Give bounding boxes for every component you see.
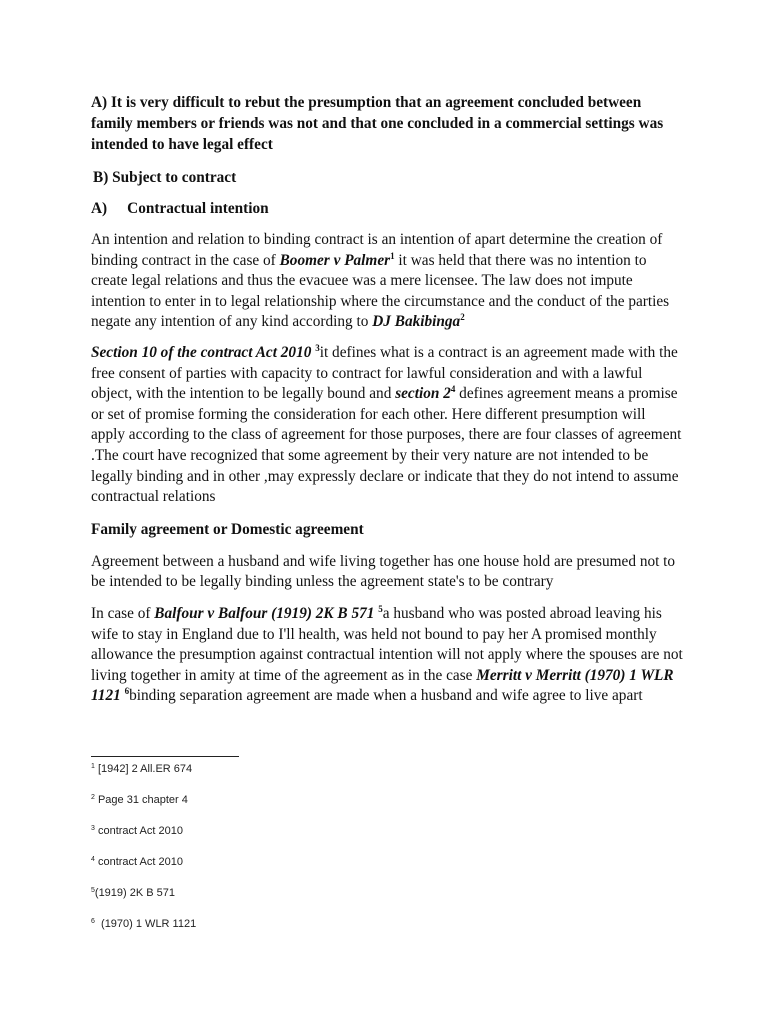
case-merritt-v-merritt: Merritt v Merritt (1970) 1 WLR 1121 bbox=[91, 666, 674, 705]
paragraph-section-10: Section 10 of the contract Act 2010 $^3$it defines what is a contract is an agreement made with the free consent of parties with capacity to contract for lawful consideration and with a lawful object, with the intention to be legally bound and section $2^4$ defines agreement means a promise or set of promise forming the consideration for each other. Here different presumption will apply according to the class of agreement for those purposes, there are four classes of agreement .The court have recognized that some agreement by their very nature are not intended to be legally binding and in other ,may expressly declare or indicate that they do not intend to assume contractual relations bbox=[91, 342, 682, 506]
case-section-2: section 2 bbox=[395, 385, 451, 403]
case-dj-bakibinga: DJ Bakibinga bbox=[372, 313, 461, 331]
heading-letter: A) bbox=[91, 200, 108, 217]
heading-text: Contractual intention bbox=[127, 200, 269, 217]
case-boomer-v-palmer: Boomer v Palmer bbox=[279, 251, 391, 269]
heading-contractual-intention bbox=[91, 200, 683, 218]
paragraph-balfour: In case of Balfour v Balfour (1919) 2K B 571 $^5$a husband who was posted abroad leaving his wife to stay in England due to I'll health, was held not bound to pay her A promised monthly allowance the presumption against contractual intention will not apply where the spouses are not living together in amity at time of the agreement as in the case Merritt v Merritt (1970) 1 WLR 1121 $^6$binding separation agreement are made when a husband and wife agree to live apart bbox=[91, 603, 683, 705]
heading-subject-to-contract: B) Subject to contract bbox=[93, 169, 237, 186]
footnote-4: $^4$ contract Act 2010 bbox=[91, 856, 183, 868]
footnote-6: $^6$ (1970) 1 WLR 1121 bbox=[91, 918, 197, 930]
heading-presumption: A) It is very difficult to rebut the presumption that an agreement concluded between family members or friends was not and that one concluded in a commercial settings was intended to have legal effect bbox=[91, 94, 664, 153]
footnote-separator bbox=[91, 756, 239, 757]
case-section-10: Section 10 of the contract Act 2010 bbox=[91, 343, 312, 361]
footnote-ref-3[interactable]: 3 bbox=[315, 342, 320, 353]
footnote-ref-4[interactable]: 4 bbox=[450, 384, 456, 395]
footnote-ref-6[interactable]: 6 bbox=[124, 686, 130, 697]
heading-family-agreement: Family agreement or Domestic agreement bbox=[91, 520, 364, 538]
footnote-1: $^1$ [1942] 2 All.ER 674 bbox=[91, 763, 193, 775]
paragraph-intention: An intention and relation to binding contract is an intention of apart determine the creation of binding contract in the case of Boomer v Palmer$^1$ it was held that there was no intention to create legal relations and thus the evacuee was a mere licensee. The law does not impute intention to enter in to legal relationship where the circumstance and the conduct of the parties negate any intention of any kind according to DJ Bakibinga$^2$ bbox=[91, 231, 670, 331]
footnote-5: $^5$(1919) 2K B 571 bbox=[91, 887, 176, 899]
footnote-3: $^3$ contract Act 2010 bbox=[91, 825, 183, 837]
case-balfour-v-balfour: Balfour v Balfour (1919) 2K B 571 bbox=[154, 604, 375, 622]
footnote-ref-2[interactable]: 2 bbox=[460, 312, 465, 323]
document-body bbox=[91, 92, 683, 707]
footnote-ref-1[interactable]: 1 bbox=[390, 250, 395, 261]
paragraph-husband-wife: Agreement between a husband and wife living together has one house hold are presumed not to be intended to be legally binding unless the agreement state's to be contrary bbox=[91, 552, 676, 591]
footnote-2: $^2$ Page 31 chapter 4 bbox=[91, 794, 188, 806]
footnote-ref-5[interactable]: 5 bbox=[378, 603, 383, 614]
